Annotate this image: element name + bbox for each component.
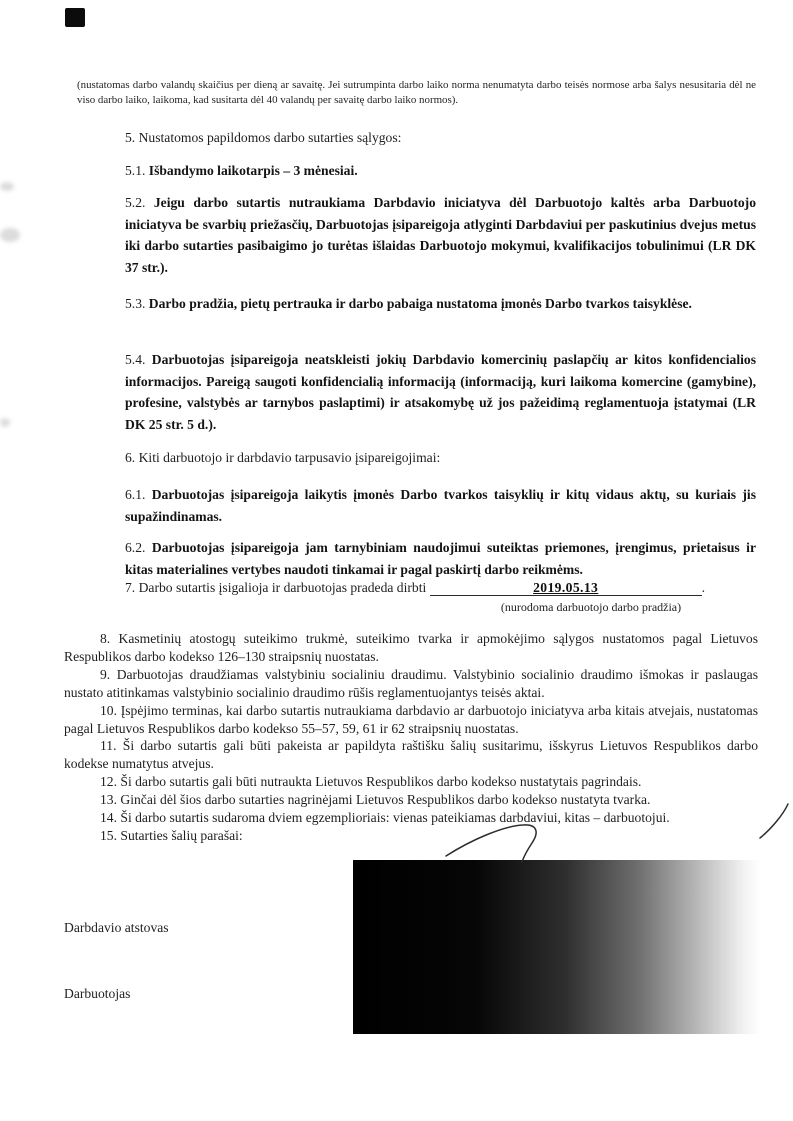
section-number: 5.3. bbox=[125, 296, 146, 311]
paragraph-10: 10. Įspėjimo terminas, kai darbo sutartis nutraukiama darbdavio ar darbuotojo iniciatyva arba kitais atvejais, nustatomas pagal Lietuvos Respublikos darbo kodekso 55–57, 59, 61 ir 62 straipsnių nuostatas. bbox=[64, 702, 758, 736]
scan-smudge bbox=[0, 182, 14, 191]
section-text: Darbuotojas įsipareigoja neatskleisti jokių Darbdavio komercinių paslapčių ar kitos konfidencialios informacijos. Pareigą saugoti konfidencialią informaciją (informaciją, kuri laikoma komercine (gamybine), profesine, valstybės ar tarnybos paslaptimi) ir atsakomybę už jos pažeidimą reglamentuoja įstatymai (LR DK 25 str. 5 d.). bbox=[125, 352, 756, 432]
section-6-1 bbox=[125, 484, 756, 527]
section-number: 6.1. bbox=[125, 487, 146, 502]
date-line-prefix: 7. Darbo sutartis įsigalioja ir darbuotojas pradeda dirbti bbox=[125, 580, 427, 595]
section-5-4 bbox=[125, 349, 756, 435]
section-7-date-line bbox=[125, 580, 765, 596]
section-5 bbox=[125, 127, 756, 149]
section-text: Darbuotojas įsipareigoja laikytis įmonės Darbo tvarkos taisyklių ir kitų vidaus aktų, su kuriais jis supažindinamas. bbox=[125, 487, 756, 524]
date-caption: (nurodoma darbuotojo darbo pradžia) bbox=[500, 600, 682, 614]
paragraph-13: 13. Ginčai dėl šios darbo sutarties nagrinėjami Lietuvos Respublikos darbo kodekso nustatyta tvarka. bbox=[100, 792, 651, 808]
section-text: Darbuotojas įsipareigoja jam tarnybiniam naudojimui suteiktas priemones, įrengimus, prietaisus ir kitas materialines vertybes naudoti tinkamai ir pagal paskirtį darbo reikmėms. bbox=[125, 540, 756, 577]
paragraph-12: 12. Ši darbo sutartis gali būti nutraukta Lietuvos Respublikos darbo kodekso nustatytais pagrindais. bbox=[100, 774, 642, 790]
section-number: 6. bbox=[125, 450, 136, 465]
section-number: 5.1. bbox=[125, 163, 146, 178]
section-text: Darbo pradžia, pietų pertrauka ir darbo pabaiga nustatoma įmonės Darbo tvarkos taisyklėse. bbox=[148, 296, 692, 311]
section-5-2 bbox=[125, 192, 756, 278]
section-number: 5.4. bbox=[125, 352, 146, 367]
section-number: 5.2. bbox=[125, 195, 146, 210]
redaction-gradient-block bbox=[353, 860, 760, 1034]
section-text: Kiti darbuotojo ir darbdavio tarpusavio įsipareigojimai: bbox=[138, 450, 441, 465]
scan-smudge bbox=[0, 228, 20, 242]
paragraph-14: 14. Ši darbo sutartis sudaroma dviem egzemplioriais: vienas pateikiamas darbdaviui, kitas – darbuotojui. bbox=[100, 810, 670, 826]
paragraph-8: 8. Kasmetinių atostogų suteikimo trukmė, suteikimo tvarka ir apmokėjimo sąlygos nustatomos pagal Lietuvos Respublikos darbo kodekso 126–130 straipsnių nuostatas. bbox=[64, 631, 758, 664]
paragraph-9: 9. Darbuotojas draudžiamas valstybiniu socialiniu draudimu. Valstybinio socialinio draudimo išmokas ir paslaugas nustato atitinkamas valstybinio socialinio draudimo rūšis reglamentuojantys teisės aktai. bbox=[64, 666, 758, 700]
paragraph-15: 15. Sutarties šalių parašai: bbox=[100, 827, 243, 843]
paragraph-11: 11. Ši darbo sutartis gali būti pakeista ar papildyta raštišku šalių susitarimu, išskyrus Lietuvos Respublikos darbo kodekse numatytus atvejus. bbox=[64, 738, 758, 772]
handwritten-stroke bbox=[443, 818, 545, 864]
scan-smudge bbox=[0, 418, 10, 427]
section-number: 6.2. bbox=[125, 540, 146, 555]
employee-signature-label: Darbuotojas bbox=[64, 986, 131, 1001]
handwritten-stroke-right-edge bbox=[757, 801, 791, 841]
scan-ink-mark-top-left bbox=[65, 8, 85, 27]
section-5-1 bbox=[125, 160, 756, 182]
paragraph-block bbox=[64, 630, 758, 845]
intro-note: (nustatomas darbo valandų skaičius per dieną ar savaitę. Jei sutrumpinta darbo laiko norma nenumatyta darbo teisės normose arba šalys nesusitaria dėl ne viso darbo laiko, laikoma, kad susitarta dėl 40 valandų per savaitę darbo laiko normos). bbox=[77, 79, 756, 107]
section-6 bbox=[125, 447, 756, 469]
employer-signature-label: Darbdavio atstovas bbox=[64, 920, 169, 935]
section-text: Išbandymo laikotarpis – 3 mėnesiai. bbox=[148, 163, 358, 178]
section-text: Nustatomos papildomos darbo sutarties sąlygos: bbox=[138, 130, 402, 145]
date-fill-line bbox=[430, 580, 702, 596]
section-number: 5. bbox=[125, 130, 136, 145]
section-text: Jeigu darbo sutartis nutraukiama Darbdavio iniciatyva dėl Darbuotojo kaltės arba Darbuotojo iniciatyva be svarbių priežasčių, Darbuotojas įsipareigoja atlyginti Darbdaviui per paskutinius dvejus metus iki darbo sutarties pasibaigimo jo turėtas išlaidas Darbuotojo mokymui, kvalifikacijos tobulinimui (LR DK 37 str.). bbox=[125, 195, 756, 275]
section-5-3 bbox=[125, 293, 756, 315]
date-line-period: . bbox=[701, 580, 706, 595]
section-6-2 bbox=[125, 537, 756, 580]
start-date-value: 2019.05.13 bbox=[533, 580, 599, 595]
